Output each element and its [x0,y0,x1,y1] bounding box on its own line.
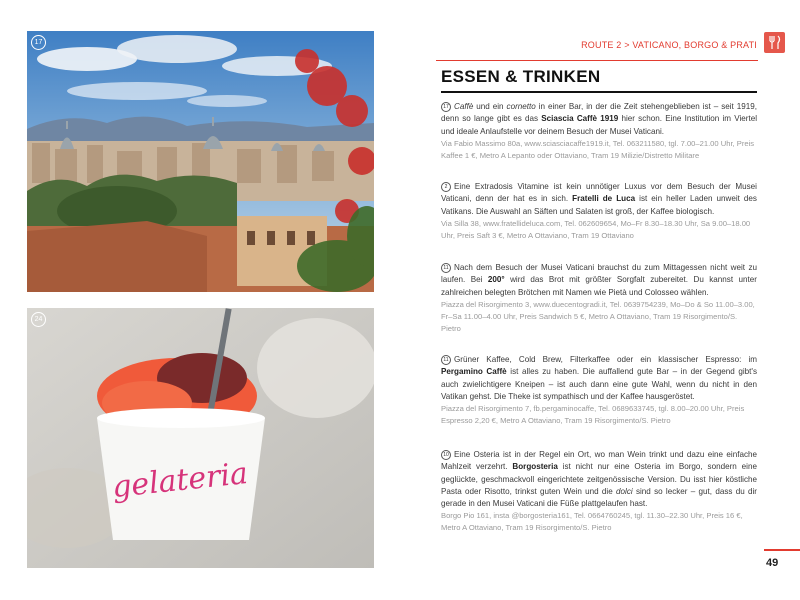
text: und ein [473,102,507,111]
text: Eine Extradosis Vitamine ist kein unnötiger Luxus vor dem Besuch der Musei Vaticani, denn der hat es in sich. [441,182,757,204]
entry-meta: Via Fabio Massimo 80a, www.sciasciacaffe1919.it, Tel. 063211580, tgl. 7.00–21.00 Uhr, Preis Kaffee 1 €, Metro A Lepanto oder Ottaviano, Tram 19 Milizie/Distretto Militare [441,138,755,160]
text: Eine Osteria ist in der Regel ein Ort, wo man Wein trinkt und dazu eine einfache Mahlzeit verzehrt. [441,450,757,472]
photo-reference-number: 24 [31,312,46,327]
text: wird das Brot mit größter Sorgfalt zubereitet. Du kannst unter zahlreichen belegten Brötchen mit Namen wie Pietà und Colosseo wählen. [441,275,757,297]
location-number: 17 [441,102,451,112]
text-italic: Caffè [454,102,474,111]
entry-meta: Via Silla 38, www.fratellideluca.com, Tel. 062609654, Mo–Fr 8.30–18.30 Uhr, Sa 9.00–18.00 Uhr, Preis Saft 3 €, Metro A Ottaviano, Tram 19 Ottaviano [441,218,751,240]
fork-knife-icon [764,32,785,53]
venue-name: Fratelli de Luca [572,194,636,204]
entry-meta: Borgo Pio 161, insta @borgosteria161, Tel. 0664760245, tgl. 11.30–22.30 Uhr, Preis 16 €, Metro A Ottaviano, Tram 19 Risorgimento/S. Pietro [441,511,743,533]
entry-text [441,181,757,218]
entry-200-gradi [441,262,757,335]
text: Grüner Kaffee, Cold Brew, Filterkaffee oder ein klassischer Espresso: im [454,355,757,364]
text: in einer Bar, in der die Zeit stehengeblieben ist – seit 1919, denn so lange gibt es das [441,102,757,124]
venue-name: Sciascia Caffè 1919 [541,114,619,124]
entry-meta: Piazza del Risorgimento 7, fb.pergaminocaffe, Tel. 0689633745, tgl. 8.00–20.00 Uhr, Preis Espresso 2,20 €, Metro A Ottaviano, Tram 19 Risorgimento/S. Pietro [441,404,745,426]
text-italic: cornetto [506,102,536,111]
location-number: 2 [441,182,451,192]
entry-pergamino [441,354,757,427]
venue-name: Pergamino Caffè [441,367,507,377]
entry-meta: Piazza del Risorgimento 3, www.duecentogradi.it, Tel. 0639754239, Mo–Do & So 11.00–3.00, Fr–Sa 11.00–4.00 Uhr, Preis Sandwich 5 €, Metro A Ottaviano, Tram 19 Risorgimento/S. Pietro [441,299,755,333]
entry-sciascia [441,101,757,162]
cup-logo-text: gelateria [110,456,250,506]
location-number: 11 [441,263,451,273]
text: ist nicht nur eine Osteria im Borgo, sondern eine geglückte, geschmackvoll eingerichtete zeitgenössische Version. Du isst hier köstliche Pasta oder Risotto, trinkst guten Wein und die [441,462,757,496]
entry-text [441,262,757,299]
section-title-rule [441,91,757,93]
entry-text [441,354,757,403]
text: ist ein heller Laden unweit des Vatikans. Die Auswahl an Säften und Salaten ist groß, der Kaffee biologisch. [441,194,757,216]
route-breadcrumb: ROUTE 2 > VATICANO, BORGO & PRATI [581,40,757,50]
text: sind so lecker – gut, dass du dir gerade in den Musei Vaticani die Füße plattgelaufen hast. [441,486,757,509]
entry-fratelli-de-luca [441,181,757,242]
rome-skyline-photo [27,31,374,292]
venue-name: 200° [487,275,505,285]
text: Nach dem Besuch der Musei Vaticani brauchst du zum Mittagessen nicht weit zu laufen. Bei [441,263,757,285]
section-title: ESSEN & TRINKEN [441,67,601,86]
gelato-photo [27,308,374,568]
text: hier schon. Eine Institution im Viertel und ideale Anlaufstelle vor deinem Besuch der Musei Vaticani. [441,114,758,136]
gelato-image [27,308,374,568]
text-italic: dolci [616,486,633,496]
photo-reference-number: 17 [31,35,46,50]
location-number: 11 [441,355,451,365]
rome-skyline-image [27,31,374,292]
page-number: 49 [766,557,779,569]
entry-text [441,101,757,138]
location-number: 10 [441,450,451,460]
entry-text [441,449,757,510]
entry-borgosteria [441,449,757,534]
page-number-rule [764,549,800,551]
venue-name: Borgosteria [512,462,558,472]
text: ist alles zu haben. Die auffallend gute Bar – in der Gegend gibt's auch zwielichtigere Kneipen – ist auch dann eine gute Wahl, wenn du nicht in den Vatikan gehst. Die Theke ist sympathisch und der Kaffee hausgeröstet. [441,367,757,401]
route-divider [436,60,758,61]
